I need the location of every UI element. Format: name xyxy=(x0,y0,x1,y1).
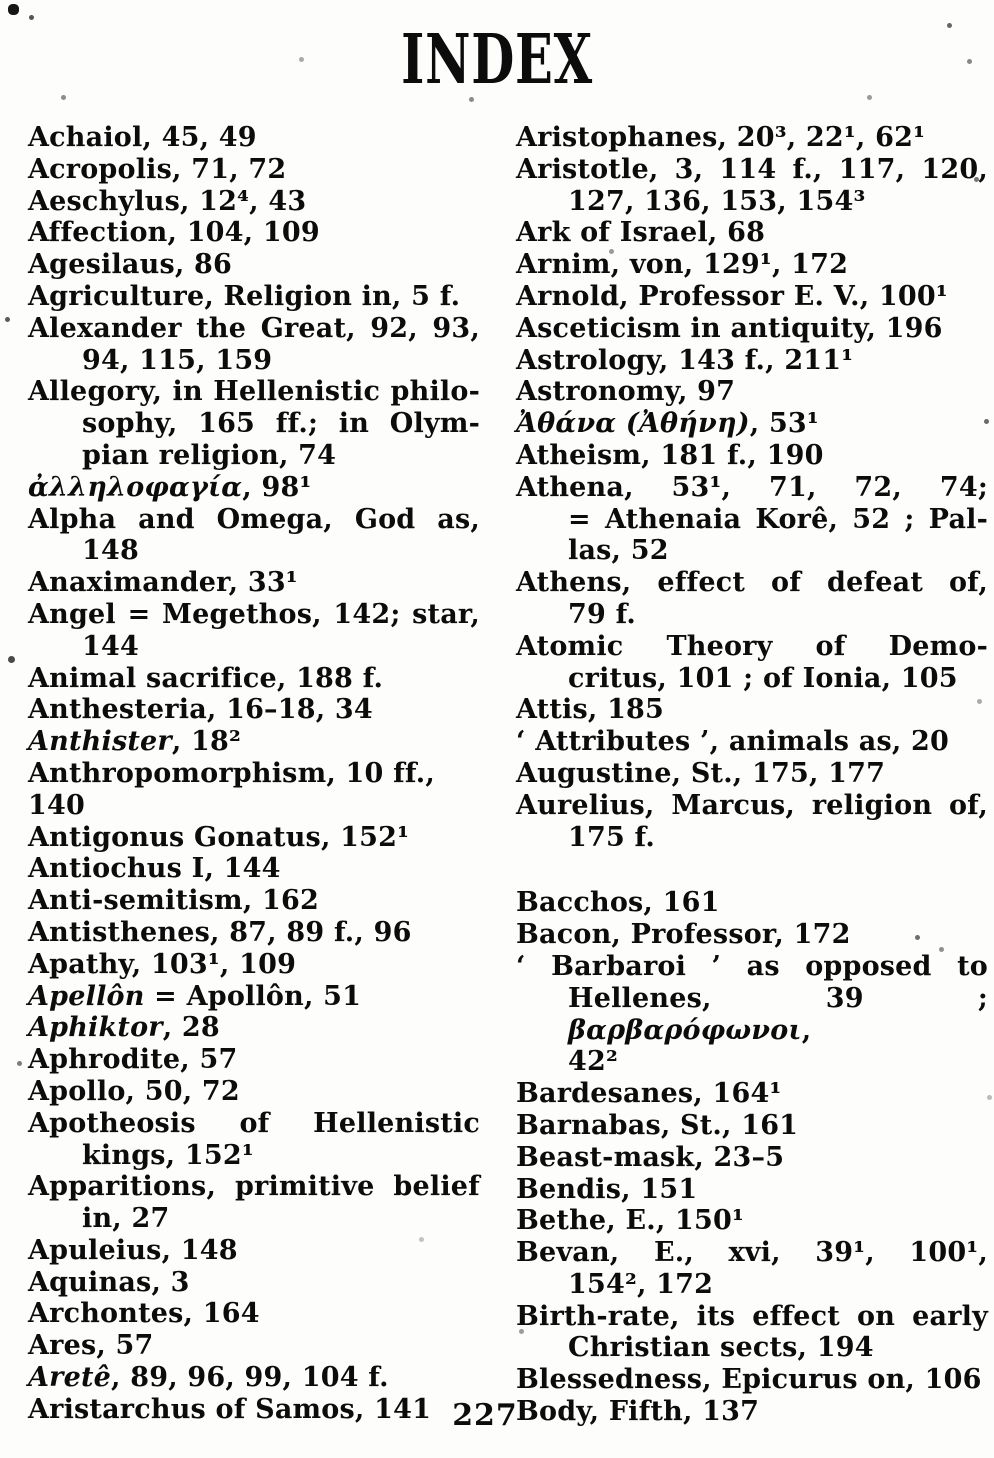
index-entry xyxy=(28,694,480,726)
text-segment: Bacon, Professor, 172 xyxy=(516,919,851,951)
index-entry-line xyxy=(28,694,480,726)
text-segment: Aeschylus, 12⁴, 43 xyxy=(28,185,307,217)
index-entry xyxy=(516,1237,988,1301)
index-entry-line xyxy=(516,249,988,281)
index-entry xyxy=(516,567,988,631)
index-entry xyxy=(28,186,480,218)
text-segment: Achaiol, 45, 49 xyxy=(28,122,257,153)
text-segment: Bacchos, 161 xyxy=(516,887,720,919)
index-entry-line xyxy=(516,1078,988,1110)
index-column-right xyxy=(516,122,988,1428)
text-segment: Anthropomorphism, 10 ff., 140 xyxy=(28,757,435,821)
index-entry xyxy=(28,154,480,186)
text-segment: 175 f. xyxy=(568,821,656,853)
text-segment: critus, 101 ; of Ionia, 105 xyxy=(568,662,958,694)
index-entry-line xyxy=(28,567,480,599)
index-entry-line xyxy=(516,1110,988,1142)
text-segment: Ares, 57 xyxy=(28,1330,154,1362)
index-entry xyxy=(516,122,988,154)
index-entry-line xyxy=(516,345,988,377)
text-segment: Beast-mask, 23–5 xyxy=(516,1141,785,1173)
index-entry xyxy=(516,726,988,758)
text-segment: Aristarchus of Samos, 141 xyxy=(28,1393,432,1425)
index-entry xyxy=(516,758,988,790)
index-entry-line xyxy=(28,1044,480,1076)
index-entry-line xyxy=(82,408,480,440)
index-entry xyxy=(28,567,480,599)
index-entry xyxy=(516,345,988,377)
text-segment: Anaximander, 33¹ xyxy=(28,567,298,599)
text-segment: ‘ Barbaroi ’ as opposed to xyxy=(516,950,988,982)
index-entry xyxy=(28,504,480,568)
index-entry-line xyxy=(516,440,988,472)
text-segment: Bendis, 151 xyxy=(516,1173,698,1205)
index-entry xyxy=(28,472,480,504)
text-segment: Apollo, 50, 72 xyxy=(28,1075,240,1107)
text-segment: Atomic Theory of Demo- xyxy=(516,630,988,662)
index-entry-line xyxy=(28,822,480,854)
text-segment: Aristophanes, 20³, 22¹, 62¹ xyxy=(516,122,926,153)
text-segment: , 18² xyxy=(171,726,242,758)
text-segment: = Athenaia Korê, 52 ; Pal- xyxy=(568,503,988,535)
text-segment: , xyxy=(801,1014,812,1046)
text-segment: 127, 136, 153, 154³ xyxy=(568,185,866,217)
index-entry xyxy=(516,631,988,695)
index-entry-line xyxy=(516,1205,988,1237)
index-entry-line xyxy=(28,949,480,981)
italic-term: Ἀθάνα (Ἀθήνη) xyxy=(516,408,750,440)
text-segment: Ark of Israel, 68 xyxy=(516,217,766,249)
index-entry-line xyxy=(28,663,480,695)
text-segment: Augustine, St., 175, 177 xyxy=(516,757,886,789)
index-entry-line xyxy=(516,1142,988,1174)
index-entry xyxy=(28,217,480,249)
text-segment: in, 27 xyxy=(82,1203,170,1235)
index-entry xyxy=(28,1267,480,1299)
index-entry-line xyxy=(28,504,480,536)
index-entry-line xyxy=(516,951,988,983)
index-entry-line xyxy=(516,887,988,919)
index-entry xyxy=(28,249,480,281)
index-entry-line xyxy=(516,790,988,822)
index-entry-line xyxy=(568,663,988,695)
text-segment: Aristotle, 3, 114 f., 117, 120, xyxy=(516,153,988,185)
text-segment: Aquinas, 3 xyxy=(28,1266,190,1298)
index-entry-line xyxy=(28,1171,480,1203)
index-entry-line xyxy=(516,758,988,790)
text-segment: Arnim, von, 129¹, 172 xyxy=(516,249,849,281)
text-segment: Barnabas, St., 161 xyxy=(516,1109,799,1141)
text-segment: Bevan, E., xvi, 39¹, 100¹, xyxy=(516,1237,988,1269)
page-number: 227 xyxy=(452,1398,518,1433)
index-entry-line xyxy=(82,440,480,472)
index-entry xyxy=(28,376,480,471)
text-segment: Bethe, E., 150¹ xyxy=(516,1205,745,1237)
index-entry-line xyxy=(516,694,988,726)
text-segment: Archontes, 164 xyxy=(28,1298,260,1330)
index-entry-line xyxy=(568,535,988,567)
index-entry xyxy=(28,758,480,822)
index-entry xyxy=(516,887,988,919)
index-entry xyxy=(516,376,988,408)
index-entry-line xyxy=(516,122,988,154)
text-segment: Astronomy, 97 xyxy=(516,376,736,408)
text-segment: Allegory, in Hellenistic philo- xyxy=(28,376,480,408)
text-segment: Acropolis, 71, 72 xyxy=(28,153,287,185)
text-segment: Antigonus Gonatus, 152¹ xyxy=(28,821,410,853)
index-entry-line xyxy=(82,1140,480,1172)
text-segment: Angel = Megethos, 142; star, xyxy=(28,598,480,630)
index-entry-line xyxy=(516,567,988,599)
text-segment: Anti-semitism, 162 xyxy=(28,885,319,917)
index-entry-line xyxy=(28,122,480,154)
text-segment: Agesilaus, 86 xyxy=(28,249,233,281)
index-entry-line xyxy=(28,599,480,631)
index-entry xyxy=(516,472,988,567)
index-entry-line xyxy=(28,154,480,186)
text-segment: Alpha and Omega, God as, xyxy=(28,503,480,535)
index-entry-line xyxy=(28,217,480,249)
index-entry xyxy=(516,281,988,313)
index-entry-line xyxy=(28,758,480,822)
index-entry-line xyxy=(568,983,988,1047)
text-segment: Agriculture, Religion in, 5 f. xyxy=(28,280,461,312)
text-segment: pian religion, 74 xyxy=(82,439,337,471)
index-entry xyxy=(28,122,480,154)
text-segment: Apathy, 103¹, 109 xyxy=(28,948,297,980)
text-segment: 94, 115, 159 xyxy=(82,344,273,376)
index-entry-line xyxy=(28,917,480,949)
text-segment: = Apollôn, 51 xyxy=(144,980,362,1012)
index-entry xyxy=(28,1235,480,1267)
index-entry-line xyxy=(516,472,988,504)
text-segment: Alexander the Great, 92, 93, xyxy=(28,312,480,344)
index-column-left xyxy=(28,122,480,1428)
text-segment: , 89, 96, 99, 104 f. xyxy=(111,1362,389,1394)
index-entry-line xyxy=(516,1237,988,1269)
text-segment: Athena, 53¹, 71, 72, 74; xyxy=(516,471,988,503)
index-entry xyxy=(516,154,988,218)
text-segment: Blessedness, Epicurus on, 106 xyxy=(516,1364,982,1396)
text-segment: , 98¹ xyxy=(242,471,312,503)
index-entry-line xyxy=(516,726,988,758)
index-entry-line xyxy=(516,408,988,440)
index-entry xyxy=(516,1301,988,1365)
index-entry xyxy=(516,1110,988,1142)
text-segment: Anthesteria, 16–18, 34 xyxy=(28,694,373,726)
index-entry-line xyxy=(28,249,480,281)
index-entry xyxy=(516,1174,988,1206)
text-segment: Antisthenes, 87, 89 f., 96 xyxy=(28,916,412,948)
index-entry xyxy=(28,663,480,695)
index-entry xyxy=(516,408,988,440)
index-entry-line xyxy=(82,1203,480,1235)
index-entry xyxy=(28,313,480,377)
index-entry-line xyxy=(516,1364,988,1396)
index-entry-line xyxy=(28,313,480,345)
text-segment: Athens, effect of defeat of, xyxy=(516,567,988,599)
index-entry xyxy=(516,1205,988,1237)
index-entry-line xyxy=(28,376,480,408)
index-entry-line xyxy=(516,919,988,951)
index-entry-line xyxy=(516,376,988,408)
text-segment: , 28 xyxy=(162,1012,220,1044)
text-segment: Atheism, 181 f., 190 xyxy=(516,439,824,471)
index-entry xyxy=(516,1364,988,1396)
index-entry xyxy=(28,1362,480,1394)
italic-term: Apellôn xyxy=(28,980,145,1012)
index-entry xyxy=(516,1078,988,1110)
text-segment: Christian sects, 194 xyxy=(568,1332,874,1364)
index-entry-line xyxy=(28,1330,480,1362)
index-entry xyxy=(28,1012,480,1044)
index-entry-line xyxy=(28,853,480,885)
index-entry-line xyxy=(516,281,988,313)
text-segment: Bardesanes, 164¹ xyxy=(516,1078,782,1110)
index-entry xyxy=(28,1330,480,1362)
italic-term: Aretê xyxy=(28,1362,112,1394)
scan-noise-speckles xyxy=(0,0,3,3)
italic-term: ἀλληλοφαγία xyxy=(28,471,243,503)
text-segment: 42² xyxy=(568,1046,618,1078)
text-segment: Animal sacrifice, 188 f. xyxy=(28,662,384,694)
text-segment: Arnold, Professor E. V., 100¹ xyxy=(516,280,948,312)
index-entry-line xyxy=(28,981,480,1013)
text-segment: Asceticism in antiquity, 196 xyxy=(516,312,943,344)
index-entry xyxy=(28,599,480,663)
index-entry xyxy=(516,249,988,281)
index-entry xyxy=(28,1171,480,1235)
index-entry-line xyxy=(28,186,480,218)
column-gap xyxy=(516,853,988,887)
text-segment: Body, Fifth, 137 xyxy=(516,1396,760,1428)
text-segment: las, 52 xyxy=(568,535,669,567)
index-entry xyxy=(516,919,988,951)
index-entry-line xyxy=(28,1108,480,1140)
text-segment: kings, 152¹ xyxy=(82,1139,254,1171)
index-entry xyxy=(516,217,988,249)
index-entry-line xyxy=(28,885,480,917)
index-entry-line xyxy=(28,1076,480,1108)
text-segment: Astrology, 143 f., 211¹ xyxy=(516,344,854,376)
index-entry xyxy=(28,1044,480,1076)
index-entry-line xyxy=(82,631,480,663)
italic-term: Anthister xyxy=(28,726,172,758)
index-entry xyxy=(28,1076,480,1108)
text-segment: Birth-rate, its effect on early xyxy=(516,1300,988,1332)
text-segment: Aurelius, Marcus, religion of, xyxy=(516,789,988,821)
page-title: INDEX xyxy=(401,20,593,100)
index-entry-line xyxy=(28,1362,480,1394)
index-entry-line xyxy=(568,186,988,218)
text-segment: Apuleius, 148 xyxy=(28,1234,238,1266)
text-segment: 148 xyxy=(82,535,139,567)
text-segment: 144 xyxy=(82,630,139,662)
index-entry xyxy=(28,949,480,981)
index-entry-line xyxy=(568,1046,988,1078)
index-entry-line xyxy=(568,599,988,631)
text-segment: Attis, 185 xyxy=(516,694,665,726)
text-segment: Antiochus I, 144 xyxy=(28,853,281,885)
index-entry-line xyxy=(516,313,988,345)
text-segment: 154², 172 xyxy=(568,1268,714,1300)
index-entry-line xyxy=(568,822,988,854)
index-entry xyxy=(28,1298,480,1330)
index-entry-line xyxy=(516,154,988,186)
index-entry-line xyxy=(82,535,480,567)
index-entry xyxy=(516,1142,988,1174)
index-entry-line xyxy=(28,726,480,758)
index-entry xyxy=(516,313,988,345)
index-entry xyxy=(28,822,480,854)
index-entry-line xyxy=(568,1269,988,1301)
index-entry-line xyxy=(568,504,988,536)
text-segment: ‘ Attributes ’, animals as, 20 xyxy=(516,726,950,758)
index-entry xyxy=(28,726,480,758)
text-segment: sophy, 165 ff.; in Olym- xyxy=(82,408,480,440)
index-entry-line xyxy=(516,217,988,249)
text-segment: Apparitions, primitive belief xyxy=(28,1171,480,1203)
text-segment: Hellenes, 39 ; xyxy=(568,982,988,1014)
index-entry xyxy=(28,281,480,313)
index-entry xyxy=(28,885,480,917)
index-entry-line xyxy=(28,1235,480,1267)
text-segment: 79 f. xyxy=(568,598,637,630)
text-segment: , 53¹ xyxy=(749,408,819,440)
index-columns xyxy=(28,122,988,1428)
index-entry xyxy=(516,440,988,472)
index-entry xyxy=(28,917,480,949)
text-segment: Affection, 104, 109 xyxy=(28,217,320,249)
italic-term: βαρβαρόφωνοι xyxy=(568,1014,802,1046)
index-entry-line xyxy=(28,472,480,504)
index-entry xyxy=(516,694,988,726)
text-segment: Apotheosis of Hellenistic xyxy=(28,1107,480,1139)
index-entry-line xyxy=(82,345,480,377)
italic-term: Aphiktor xyxy=(28,1012,163,1044)
index-entry-line xyxy=(568,1332,988,1364)
index-entry xyxy=(516,951,988,1078)
index-entry-line xyxy=(516,631,988,663)
index-entry-line xyxy=(28,1012,480,1044)
index-entry-line xyxy=(28,1267,480,1299)
text-segment: Aphrodite, 57 xyxy=(28,1044,238,1076)
index-entry-line xyxy=(516,1174,988,1206)
index-entry-line xyxy=(28,281,480,313)
index-entry xyxy=(28,1108,480,1172)
index-entry xyxy=(28,853,480,885)
index-entry-line xyxy=(516,1301,988,1333)
index-entry xyxy=(28,981,480,1013)
index-entry xyxy=(516,790,988,854)
index-entry-line xyxy=(28,1298,480,1330)
